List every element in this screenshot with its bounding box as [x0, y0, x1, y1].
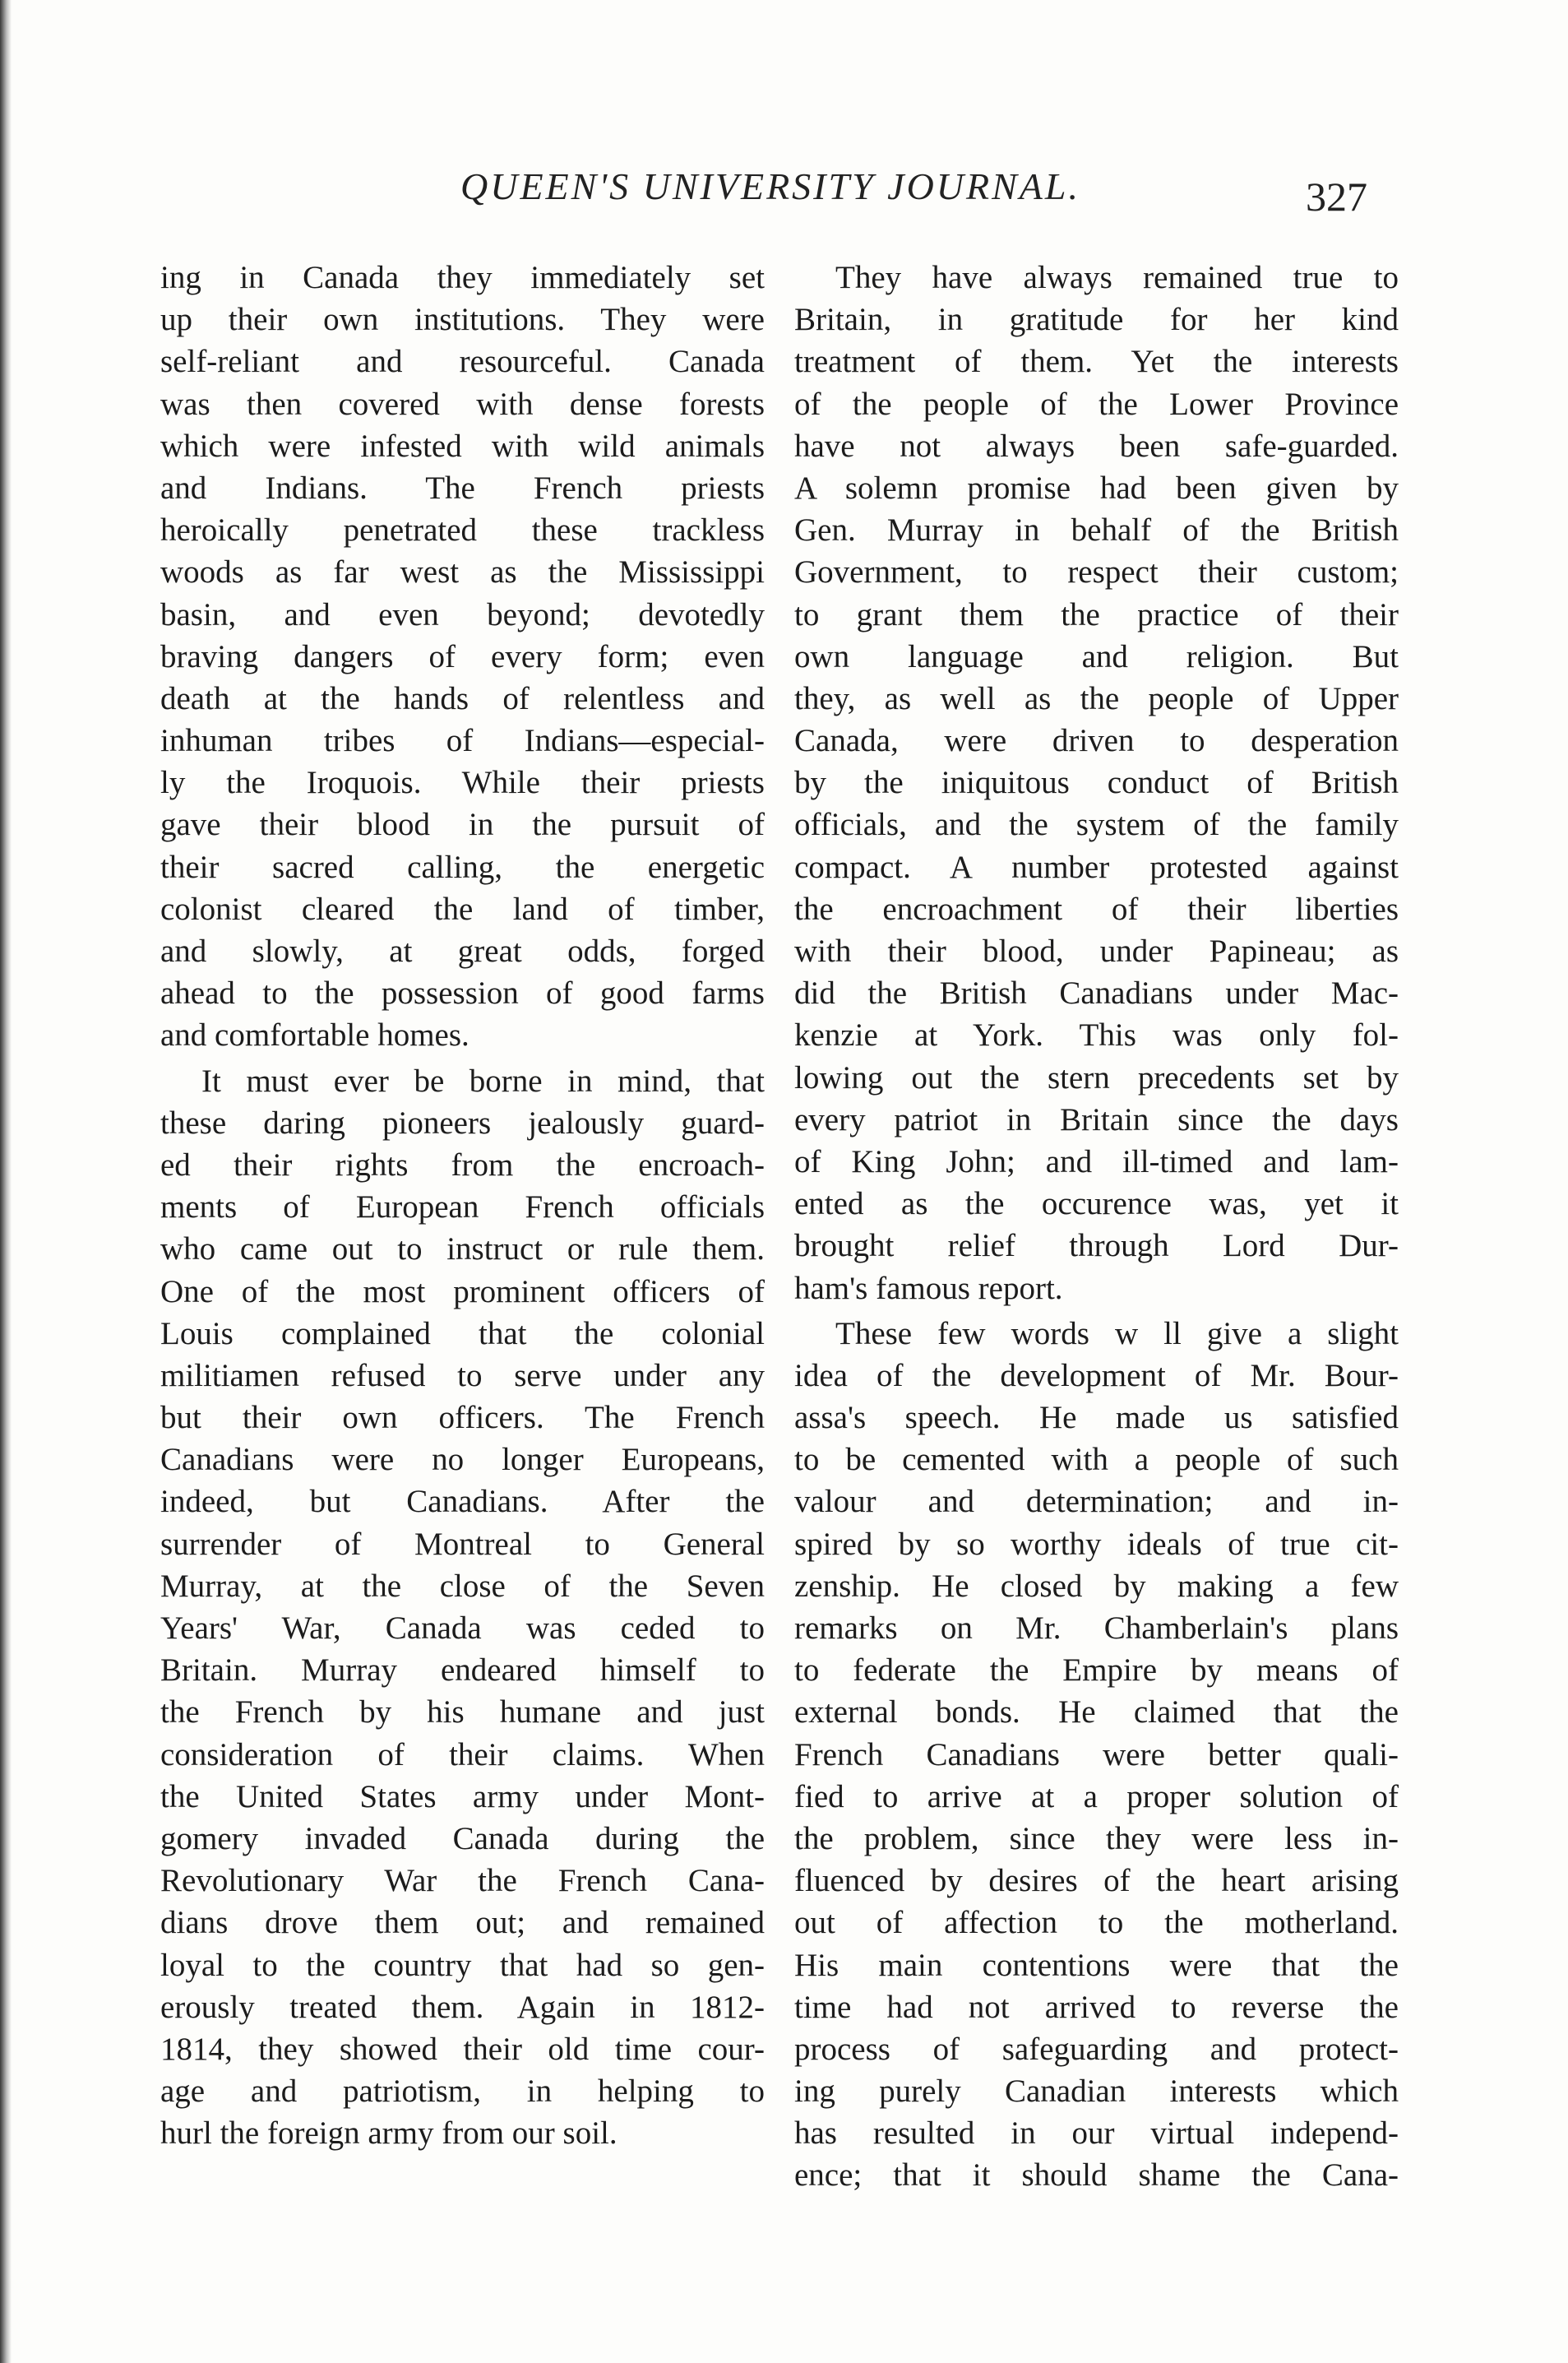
text-line: colonist cleared the land of timber,	[160, 891, 765, 927]
text-line: self-reliant and resourceful. Canada	[160, 344, 765, 380]
text-line: French Canadians were better quali-	[794, 1736, 1399, 1772]
text-line: ed their rights from the encroach-	[160, 1147, 765, 1183]
text-line: Louis complained that the colonial	[160, 1315, 765, 1351]
text-line: lowing out the stern precedents set by	[794, 1059, 1399, 1096]
text-line: heroically penetrated these trackless	[160, 512, 765, 549]
text-line: inhuman tribes of Indians—especial-	[160, 723, 765, 759]
text-line: the French by his humane and just	[160, 1694, 765, 1731]
text-line: gave their blood in the pursuit of	[160, 807, 765, 843]
text-line: and comfortable homes.	[160, 1017, 469, 1054]
text-line: woods as far west as the Mississippi	[160, 554, 765, 591]
text-line: Canadians were no longer Europeans,	[160, 1442, 765, 1478]
text-line: to be cemented with a people of such	[794, 1442, 1399, 1478]
text-line: It must ever be borne in mind, that	[201, 1063, 765, 1099]
text-line: these daring pioneers jealously guard-	[160, 1105, 765, 1141]
text-line: 1814, they showed their old time cour-	[160, 2031, 765, 2067]
text-line: which were infested with wild animals	[160, 428, 765, 464]
text-line: indeed, but Canadians. After the	[160, 1484, 765, 1520]
text-line: militiamen refused to serve under any	[160, 1357, 765, 1393]
text-line: gomery invaded Canada during the	[160, 1820, 765, 1856]
text-line: Revolutionary War the French Cana-	[160, 1863, 765, 1899]
running-title: QUEEN'S UNIVERSITY JOURNAL.	[460, 165, 1080, 207]
text-line: dians drove them out; and remained	[160, 1905, 765, 1941]
text-line: ahead to the possession of good farms	[160, 975, 765, 1012]
text-line: the encroachment of their liberties	[794, 891, 1399, 927]
text-line: ing in Canada they immediately set	[160, 260, 765, 295]
text-line: valour and determination; and in-	[794, 1484, 1399, 1520]
text-line: One of the most prominent officers of	[160, 1273, 765, 1309]
text-line: Years' War, Canada was ceded to	[160, 1610, 765, 1646]
text-line: age and patriotism, in helping to	[160, 2073, 765, 2110]
text-line: did the British Canadians under Mac-	[794, 975, 1399, 1012]
text-line: and slowly, at great odds, forged	[160, 934, 765, 969]
text-line: ham's famous report.	[794, 1270, 1063, 1306]
text-line: the problem, since they were less in-	[794, 1820, 1399, 1856]
text-line: every patriot in Britain since the days	[794, 1101, 1399, 1137]
text-line: spired by so worthy ideals of true cit-	[794, 1526, 1399, 1562]
text-line: erously treated them. Again in 1812-	[160, 1989, 765, 2025]
text-line: but their own officers. The French	[160, 1400, 765, 1436]
text-line: ing purely Canadian interests which	[794, 2073, 1399, 2110]
text-line: of King John; and ill-timed and lam-	[794, 1143, 1399, 1179]
text-line: was then covered with dense forests	[160, 386, 765, 422]
text-line: fluenced by desires of the heart arising	[794, 1863, 1399, 1899]
text-line: their sacred calling, the energetic	[160, 849, 765, 885]
text-line: Murray, at the close of the Seven	[160, 1568, 765, 1604]
text-line: idea of the development of Mr. Bour-	[794, 1357, 1399, 1393]
text-line: of the people of the Lower Province	[794, 386, 1399, 422]
text-line: the United States army under Mont-	[160, 1778, 765, 1814]
text-line: brought relief through Lord Dur-	[794, 1228, 1399, 1264]
text-line: zenship. He closed by making a few	[794, 1568, 1399, 1604]
text-line: have not always been safe-guarded.	[794, 428, 1399, 464]
text-line: up their own institutions. They were	[160, 302, 765, 338]
paragraph	[160, 257, 765, 1057]
text-line: officials, and the system of the family	[794, 807, 1399, 843]
left-column	[160, 257, 765, 2154]
text-line: with their blood, under Papineau; as	[794, 934, 1399, 969]
text-line: A solemn promise had been given by	[794, 470, 1399, 506]
text-line: They have always remained true to	[835, 260, 1399, 295]
text-line: ented as the occurence was, yet it	[794, 1186, 1399, 1222]
text-line: Britain, in gratitude for her kind	[794, 302, 1399, 338]
text-line: treatment of them. Yet the interests	[794, 344, 1399, 380]
text-line: kenzie at York. This was only fol-	[794, 1017, 1399, 1054]
text-line: ence; that it should shame the Cana-	[794, 2157, 1399, 2194]
text-line: to federate the Empire by means of	[794, 1652, 1399, 1689]
text-line: compact. A number protested against	[794, 849, 1399, 885]
page-number: 327	[1306, 174, 1367, 220]
text-line: to grant them the practice of their	[794, 596, 1399, 632]
paragraph	[160, 1060, 765, 2155]
text-line: and Indians. The French priests	[160, 470, 765, 506]
text-line: they, as well as the people of Upper	[794, 680, 1399, 716]
text-line: ly the Iroquois. While their priests	[160, 765, 765, 801]
text-line: consideration of their claims. When	[160, 1736, 765, 1772]
text-line: who came out to instruct or rule them.	[160, 1231, 765, 1267]
text-line: out of affection to the motherland.	[794, 1905, 1399, 1941]
text-line: death at the hands of relentless and	[160, 680, 765, 716]
paragraph	[794, 257, 1399, 1309]
text-line: Government, to respect their custom;	[794, 554, 1399, 591]
text-line: Canada, were driven to desperation	[794, 723, 1399, 759]
text-line: braving dangers of every form; even	[160, 638, 765, 674]
text-line: hurl the foreign army from our soil.	[160, 2115, 617, 2152]
text-line: Gen. Murray in behalf of the British	[794, 512, 1399, 549]
text-line: own language and religion. But	[794, 638, 1399, 674]
page-binding-shadow	[0, 0, 12, 2363]
text-line: surrender of Montreal to General	[160, 1526, 765, 1562]
text-line: process of safeguarding and protect-	[794, 2031, 1399, 2067]
text-line: Britain. Murray endeared himself to	[160, 1652, 765, 1689]
text-line: fied to arrive at a proper solution of	[794, 1778, 1399, 1814]
text-line: These few words w ll give a slight	[835, 1315, 1399, 1351]
paragraph	[794, 1313, 1399, 2197]
text-line: time had not arrived to reverse the	[794, 1989, 1399, 2025]
text-line: by the iniquitous conduct of British	[794, 765, 1399, 801]
right-column	[794, 257, 1399, 2197]
text-line: external bonds. He claimed that the	[794, 1694, 1399, 1731]
text-line: ments of European French officials	[160, 1189, 765, 1226]
text-line: basin, and even beyond; devotedly	[160, 596, 765, 632]
text-line: loyal to the country that had so gen-	[160, 1947, 765, 1983]
text-line: remarks on Mr. Chamberlain's plans	[794, 1610, 1399, 1646]
text-line: His main contentions were that the	[794, 1947, 1399, 1983]
text-line: has resulted in our virtual independ-	[794, 2115, 1399, 2152]
text-line: assa's speech. He made us satisfied	[794, 1400, 1399, 1436]
